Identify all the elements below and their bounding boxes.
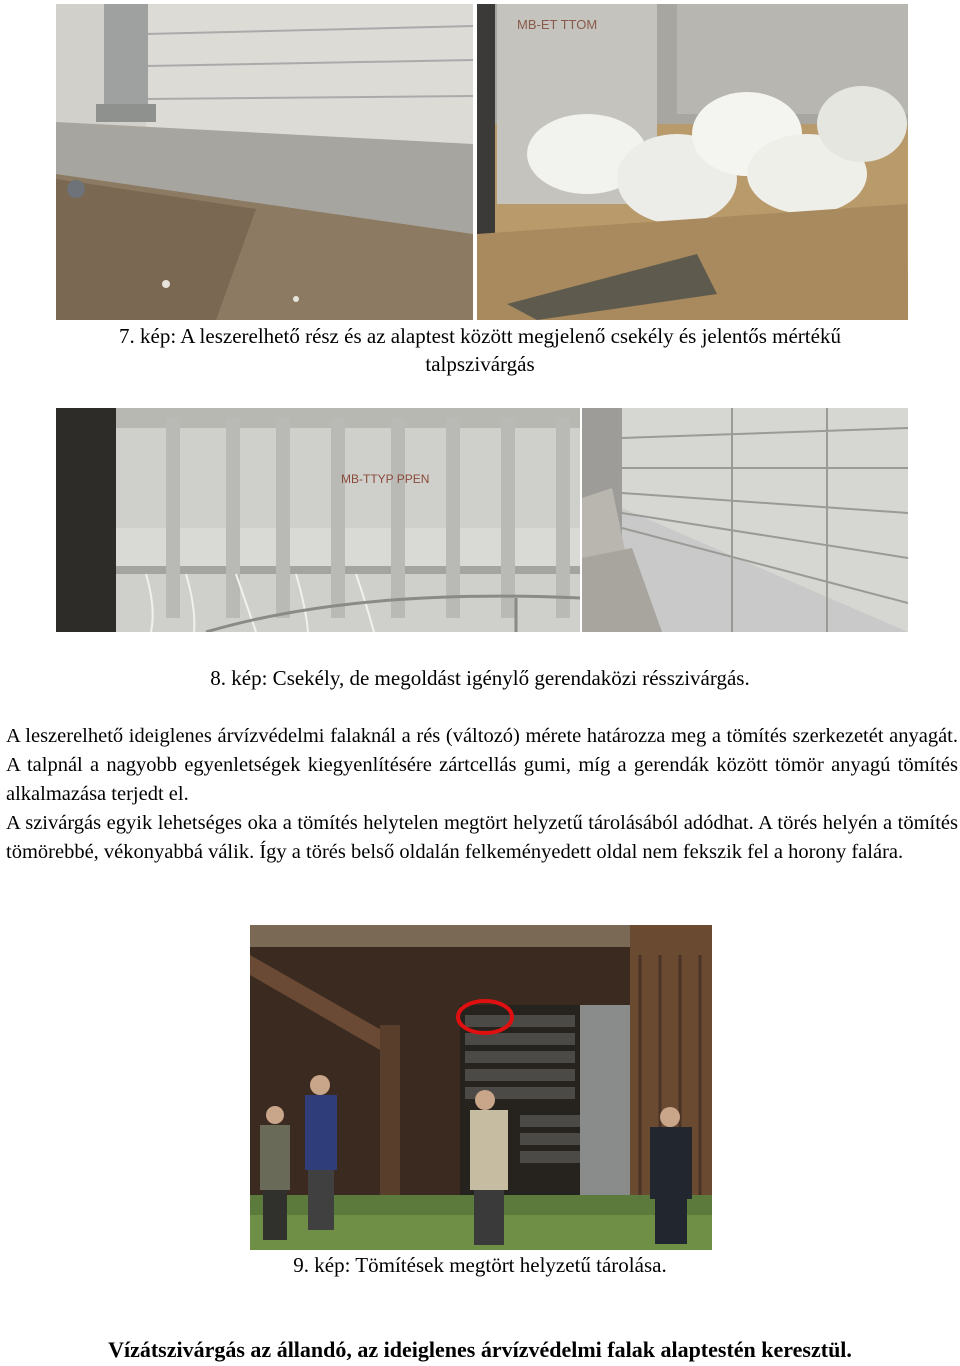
figure-7-caption xyxy=(0,322,960,378)
photo-8-right xyxy=(582,408,908,632)
section-heading: Vízátszivárgás az állandó, az ideiglenes árvízvédelmi falak alaptestén keresztül. xyxy=(108,1337,852,1362)
body-paragraphs xyxy=(6,722,958,867)
figure-7-caption-line2: talpszivárgás xyxy=(425,352,535,376)
photo-8-left xyxy=(56,408,580,632)
photo-7-right xyxy=(477,4,908,320)
figure-7-caption-line1: 7. kép: A leszerelhető rész és az alaptest között megjelenő csekély és jelentős mértékű xyxy=(119,324,841,348)
figure-8-caption: 8. kép: Csekély, de megoldást igénylő gerendaközi résszivárgás. xyxy=(210,666,750,690)
paragraph-2: A szivárgás egyik lehetséges oka a tömítés helytelen megtört helyzetű tárolásából adódhat. A törés helyén a tömítés tömörebbé, vékonyabbá válik. Így a törés belső oldalán felkeményedett oldal nem fekszik fel a horony falára. xyxy=(6,812,958,863)
photo-9 xyxy=(250,925,712,1250)
panel-label-2: MB-TTYP PPEN xyxy=(341,472,430,486)
paragraph-1: A leszerelhető ideiglenes árvízvédelmi falaknál a rés (változó) mérete határozza meg a tömítés szerkezetét anyagát. A talpnál a nagyobb egyenletségek kiegyenlítésére zártcellás gumi, míg a gerendák között tömör anyagú tömítés alkalmazása terjedt el. xyxy=(6,725,958,805)
panel-label-1: MB-ET TTOM xyxy=(517,17,598,32)
photo-7-left xyxy=(56,4,473,320)
figure-9-caption: 9. kép: Tömítések megtört helyzetű tárolása. xyxy=(293,1253,667,1277)
